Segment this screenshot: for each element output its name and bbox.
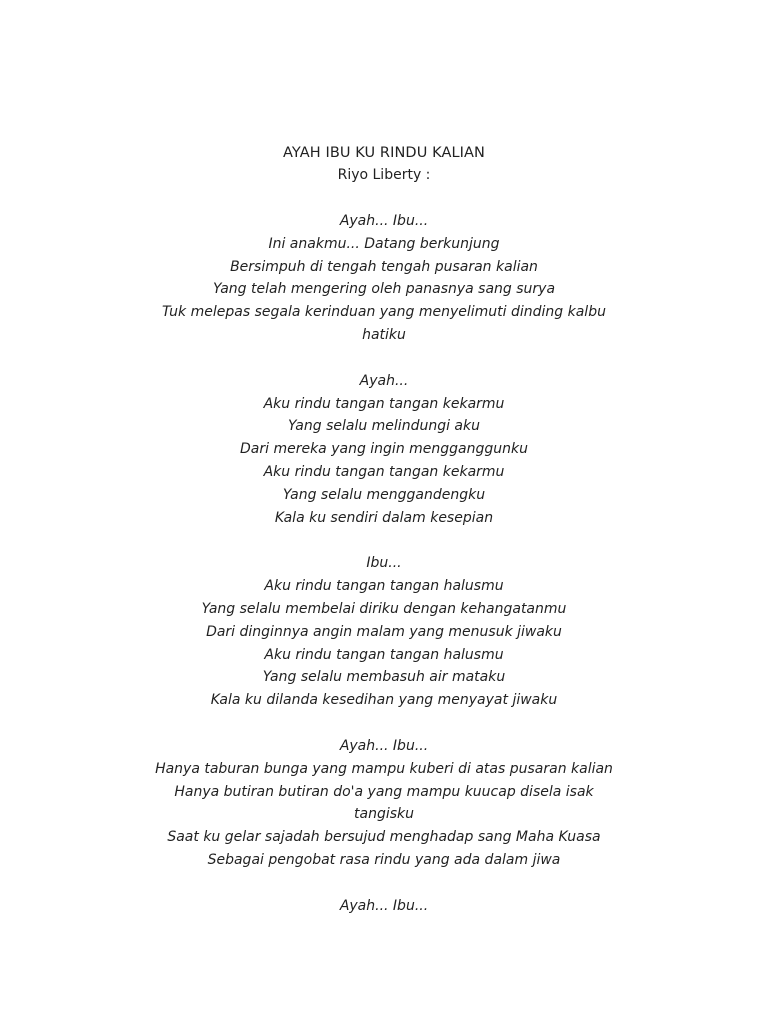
poem-line: Yang selalu melindungi aku [288, 418, 480, 435]
poem-line: Yang selalu membelai diriku dengan kehangatanmu [201, 600, 567, 617]
stanza-gap [0, 347, 768, 370]
poem-line: Ayah... [359, 372, 409, 389]
poem-line: Kala ku dilanda kesedihan yang menyayat jiwaku [210, 692, 558, 709]
poem-line: Yang selalu menggandengku [282, 486, 486, 503]
poem-author: Riyo Liberty : [337, 167, 431, 183]
poem-line: tangisku [354, 806, 414, 823]
poem-line: Hanya butiran butiran do'a yang mampu kuucap disela isak [174, 783, 594, 800]
poem-line: Sebagai pengobat rasa rindu yang ada dalam jiwa [207, 851, 561, 868]
stanza-gap [0, 712, 768, 735]
stanza-5 [0, 895, 768, 918]
stanza-gap [0, 187, 768, 210]
poem-line: Ayah... Ibu... [339, 213, 429, 229]
poem-title: AYAH IBU KU RINDU KALIAN [282, 145, 486, 161]
stanza-3 [0, 552, 768, 712]
poem-line: Aku rindu tangan tangan kekarmu [263, 395, 505, 412]
poem-line: Kala ku sendiri dalam kesepian [274, 509, 494, 526]
stanza-gap [0, 872, 768, 895]
poem-line: Saat ku gelar sajadah bersujud menghadap sang Maha Kuasa [167, 829, 601, 846]
poem-line: Ibu... [366, 555, 402, 572]
poem-line: Tuk melepas segala kerinduan yang menyelimuti dinding kalbu [162, 304, 606, 321]
poem-line: Yang telah mengering oleh panasnya sang surya [212, 281, 556, 298]
poem-line: hatiku [362, 326, 406, 343]
poem-line: Aku rindu tangan tangan halusmu [264, 646, 504, 663]
poem-line: Dari dinginnya angin malam yang menusuk jiwaku [206, 623, 562, 640]
poem-line: Hanya taburan bunga yang mampu kuberi di atas pusaran kalian [155, 760, 613, 777]
stanza-2 [0, 370, 768, 530]
poem-line: Aku rindu tangan tangan kekarmu [263, 463, 505, 480]
poem-line: Bersimpuh di tengah tengah pusaran kalian [230, 258, 538, 275]
poem-line: Ayah... Ibu... [339, 897, 429, 914]
stanza-gap [0, 529, 768, 552]
poem-line: Dari mereka yang ingin mengganggunku [240, 441, 528, 458]
stanza-4 [0, 735, 768, 872]
document-page [0, 142, 768, 918]
poem-line: Ayah... Ibu... [339, 737, 429, 754]
stanza-1 [0, 210, 768, 347]
poem-line: Yang selalu membasuh air mataku [262, 669, 506, 686]
poem-line: Aku rindu tangan tangan halusmu [264, 578, 504, 595]
poem-line: Ini anakmu... Datang berkunjung [268, 235, 500, 252]
